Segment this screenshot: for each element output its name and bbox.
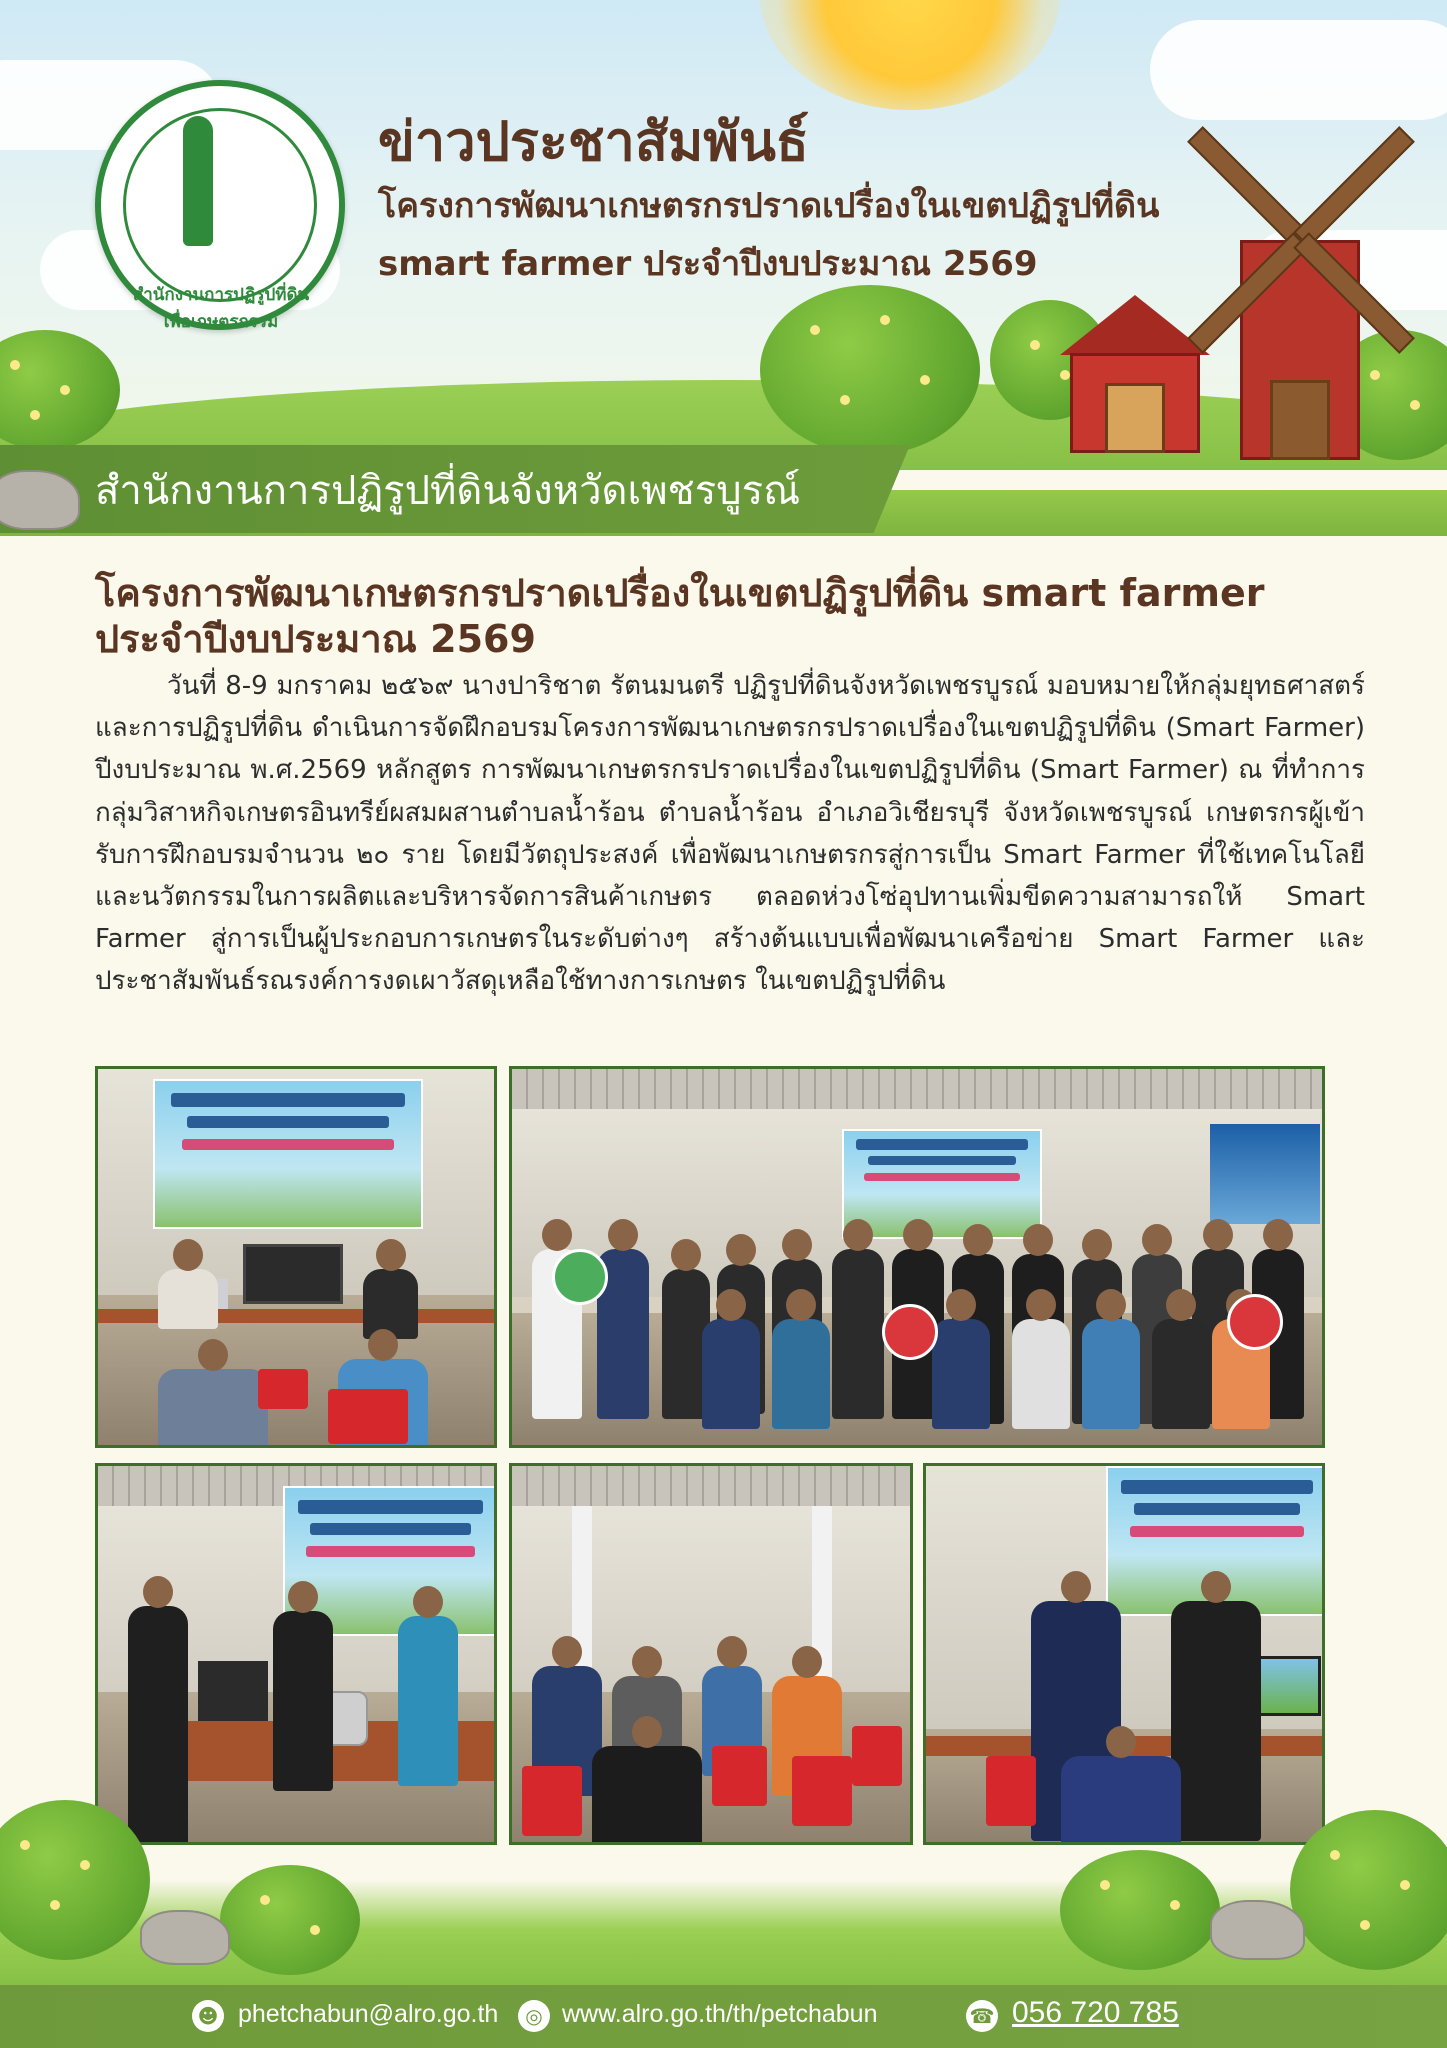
- phone-icon: ☎: [966, 2000, 998, 2032]
- flower-bush: [1290, 1810, 1447, 1970]
- photo-group: [509, 1066, 1325, 1448]
- article-title: [95, 570, 1365, 662]
- rock-illustration: [0, 470, 80, 530]
- contact-website[interactable]: www.alro.go.th/th/petchabun: [562, 2000, 878, 2028]
- photo-training-room: [95, 1066, 497, 1448]
- article-body: [95, 665, 1365, 1003]
- event-banner: [153, 1079, 423, 1229]
- header-subtitle-line1: โครงการพัฒนาเกษตรกรปราดเปรื่องในเขตปฏิรูปที่ดิน: [378, 186, 1160, 226]
- article-title-line1: โครงการพัฒนาเกษตรกรปราดเปรื่องในเขตปฏิรูปที่ดิน smart farmer: [95, 571, 1265, 615]
- event-banner: [842, 1129, 1042, 1239]
- alro-logo: [95, 80, 345, 330]
- windmill-illustration: [1230, 180, 1370, 470]
- page-headline: ข่าวประชาสัมพันธ์: [378, 110, 809, 173]
- article-body-text: วันที่ 8-9 มกราคม ๒๕๖๙ นางปาริชาต รัตนมนตรี ปฏิรูปที่ดินจังหวัดเพชรบูรณ์ มอบหมายให้กลุ่มยุทธศาสตร์และการปฏิรูปที่ดิน ดำเนินการจัดฝึกอบรมโครงการพัฒนาเกษตรกรปราดเปรื่องในเขตปฏิรูปที่ดิน (Smart Farmer) ปีงบประมาณ พ.ศ.2569 หลักสูตร การพัฒนาเกษตรกรปราดเปรื่องในเขตปฏิรูปที่ดิน (Smart Farmer) ณ ที่ทำการกลุ่มวิสาหกิจเกษตรอินทรีย์ผสมผสานตำบลน้ำร้อน ตำบลน้ำร้อน อำเภอวิเชียรบุรี จังหวัดเพชรบูรณ์ เกษตรกรผู้เข้ารับการฝึกอบรมจำนวน ๒๐ ราย โดยมีวัตถุประสงค์ เพื่อพัฒนาเกษตรกรสู่การเป็น Smart Farmer ที่ใช้เทคโนโลยีและนวัตกรรมในการผลิตและบริหารจัดการสินค้าเกษตร ตลอดห่วงโซ่อุปทานเพิ่มขีดความสามารถให้ Smart Farmer สู่การเป็นผู้ประกอบการเกษตรในระดับต่างๆ สร้างต้นแบบเพื่อพัฒนาเครือข่าย Smart Farmer และประชาสัมพันธ์รณรงค์การงดเผาวัสดุเหลือใช้ทางการเกษตร ในเขตปฏิรูปที่ดิน: [95, 671, 1365, 997]
- rock-illustration: [1210, 1900, 1305, 1960]
- logo-ring: [123, 108, 317, 302]
- rock-illustration: [140, 1910, 230, 1965]
- photo-audience: [509, 1463, 913, 1845]
- contact-phone[interactable]: 056 720 785: [1012, 1996, 1179, 2029]
- barn-illustration: [1060, 295, 1210, 465]
- office-name: สำนักงานการปฏิรูปที่ดินจังหวัดเพชรบูรณ์: [95, 468, 801, 514]
- logo-figure: [183, 116, 213, 246]
- sun-illustration: [760, 0, 1060, 110]
- photo-demonstration: [95, 1463, 497, 1845]
- cloud: [1150, 20, 1447, 120]
- person-icon: ☻: [192, 2000, 224, 2032]
- contact-email[interactable]: phetchabun@alro.go.th: [238, 2000, 499, 2028]
- logo-text: สำนักงานการปฏิรูปที่ดินเพื่อเกษตรกรรม: [132, 285, 310, 332]
- article-title-line2: ประจำปีงบประมาณ 2569: [95, 617, 536, 661]
- flower-bush: [1060, 1850, 1220, 1970]
- globe-icon: ◎: [518, 2000, 550, 2032]
- flower-bush: [760, 285, 980, 455]
- header-subtitle-line2: smart farmer ประจำปีงบประมาณ 2569: [378, 244, 1038, 284]
- flower-bush: [220, 1865, 360, 1975]
- photo-speakers: [923, 1463, 1325, 1845]
